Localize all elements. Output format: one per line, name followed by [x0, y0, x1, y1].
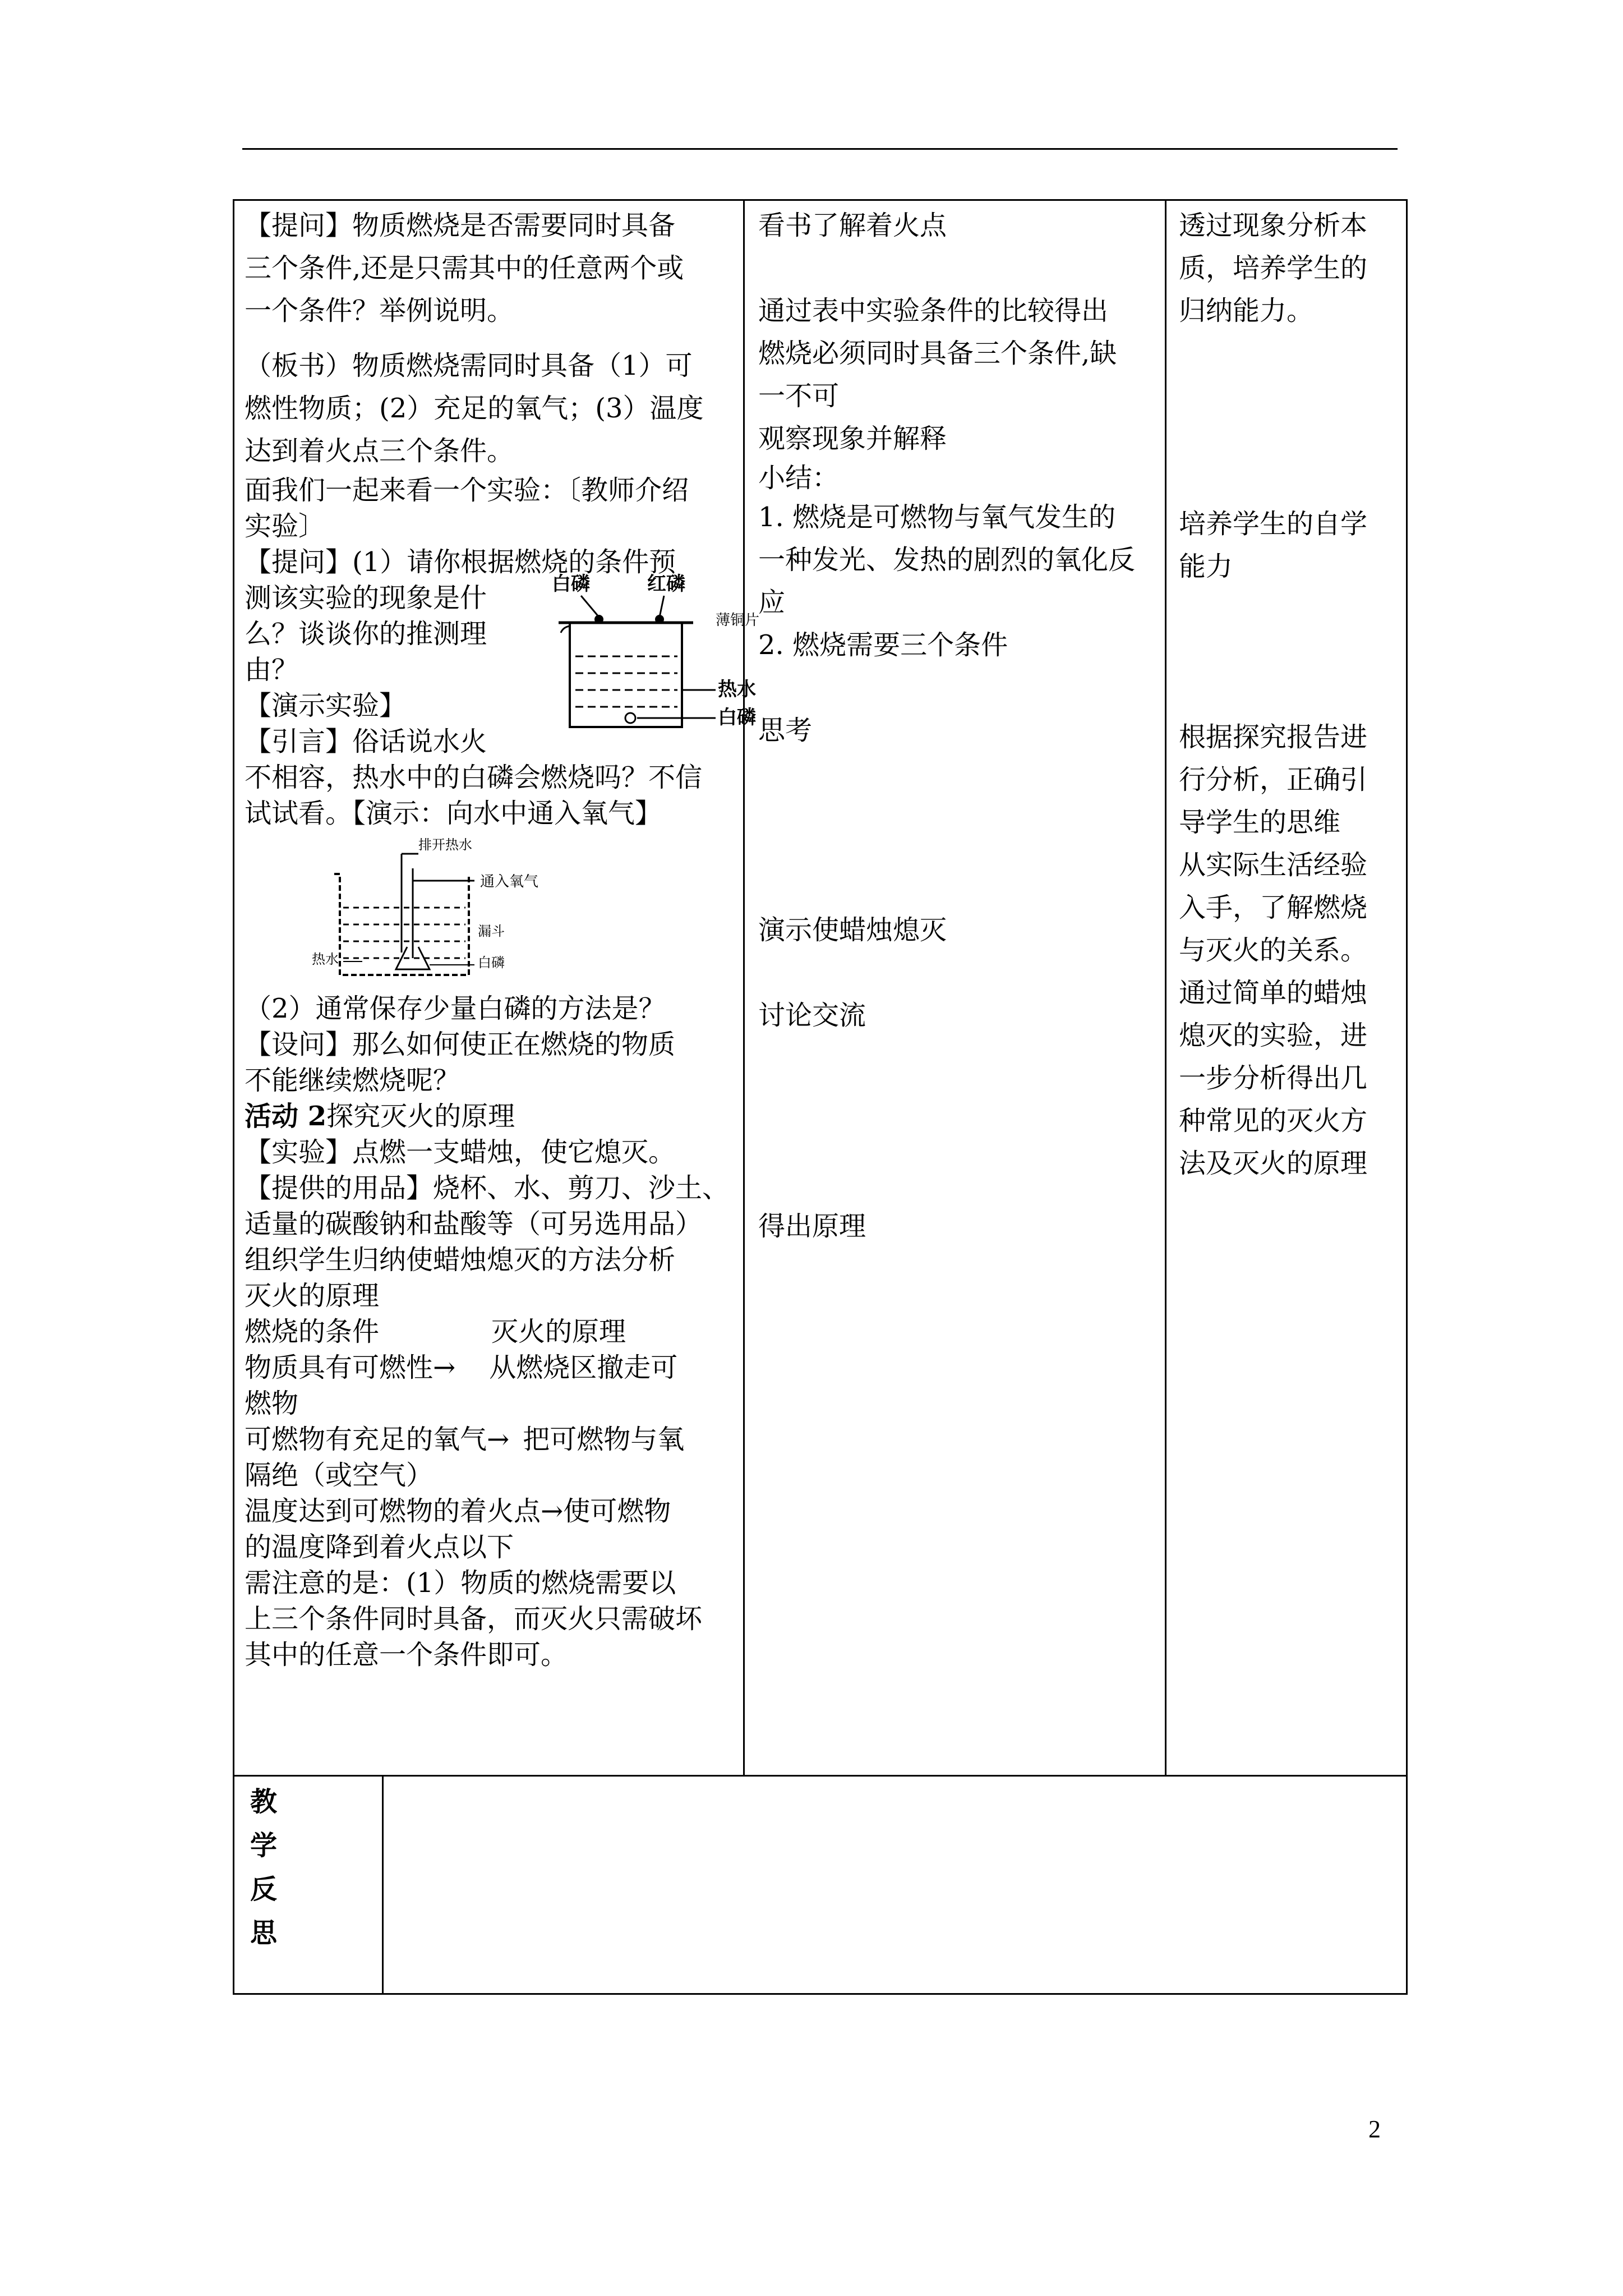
text-line: 根据探究报告进 — [1179, 721, 1368, 753]
text-line: 得出原理 — [758, 1211, 866, 1242]
text-line: 上三个条件同时具备，而灭火只需破坏 — [245, 1603, 703, 1635]
text-line: 入手，了解燃烧 — [1179, 892, 1368, 923]
reflection-content — [383, 1776, 1407, 1994]
text-line: 行分析，正确引 — [1179, 764, 1368, 795]
text-line: 测该实验的现象是什 — [245, 582, 487, 614]
text-line: 从燃烧区撤走可 — [489, 1352, 678, 1383]
label-white-phosphorus-bottom: 白磷 — [718, 706, 756, 729]
text-line: 可燃物有充足的氧气→ — [245, 1424, 510, 1455]
text-line: 燃物 — [245, 1388, 299, 1419]
text-line: 种常见的灭火方 — [1179, 1105, 1368, 1137]
text-line: 【提供的用品】烧杯、水、剪刀、沙土、 — [245, 1172, 730, 1204]
label-hot-water-2: 热水 — [312, 951, 339, 967]
comparison-row — [245, 1421, 739, 1457]
lesson-plan-table — [233, 199, 1408, 1995]
text-line: 演示使蜡烛熄灭 — [758, 914, 947, 946]
design-intent-cell — [1166, 200, 1407, 1776]
text-line: 导学生的思维 — [1179, 807, 1341, 838]
page-number: 2 — [1368, 2115, 1381, 2143]
text-line: 的温度降到着火点以下 — [245, 1531, 514, 1563]
text-line: 【实验】点燃一支蜡烛，使它熄灭。 — [245, 1137, 676, 1168]
text-line: 么？谈谈你的推测理 — [245, 618, 487, 650]
label-drain-water: 排开热水 — [418, 837, 472, 853]
text-line: 法及灭火的原理 — [1179, 1148, 1368, 1179]
text-line: 从实际生活经验 — [1179, 849, 1368, 881]
text-line: 【设问】那么如何使正在燃烧的物质 — [245, 1029, 676, 1060]
text-line: 【提问】物质燃烧是否需要同时具备 — [245, 210, 676, 241]
text-line: 灭火的原理 — [491, 1316, 626, 1347]
text-line: 【引言】俗话说水火 — [245, 726, 487, 757]
reflection-row — [234, 1776, 1407, 1994]
text-line: 灭火的原理 — [245, 1280, 380, 1312]
text-line: 归纳能力。 — [1179, 295, 1314, 326]
text-line: 物质具有可燃性→ — [245, 1352, 456, 1383]
text-line: 适量的碳酸钠和盐酸等（可另选用品） — [245, 1208, 703, 1240]
text-line: 【提问】(1）请你根据燃烧的条件预 — [245, 546, 676, 578]
text-line: 讨论交流 — [758, 1000, 866, 1031]
text-line: 熄灭的实验，进 — [1179, 1020, 1368, 1051]
text-line: 与灭火的关系。 — [1179, 935, 1368, 966]
student-activity-cell — [744, 200, 1166, 1776]
text-line: 一种发光、发热的剧烈的氧化反 — [758, 544, 1136, 576]
label-hot-water: 热水 — [718, 678, 756, 701]
text-line: 由？ — [245, 654, 299, 685]
reflection-char: 思 — [250, 1917, 278, 1949]
activity-2-title: 探究灭火的原理 — [326, 1101, 515, 1132]
text-line: 隔绝（或空气） — [245, 1460, 434, 1491]
text-line: 小结： — [758, 462, 840, 494]
text-line: 燃烧的条件 — [245, 1316, 380, 1347]
text-line: 达到着火点三个条件。 — [245, 435, 514, 467]
activity-2-label: 活动 2 — [245, 1101, 327, 1132]
header-rule — [242, 148, 1398, 150]
text-line: 思考 — [758, 715, 813, 746]
text-line: 不相容，热水中的白磷会燃烧吗？不信 — [245, 762, 703, 793]
teacher-activity-cell — [234, 200, 760, 1776]
oxygen-into-water-diagram — [312, 835, 671, 986]
text-line: 把可燃物与氧 — [523, 1424, 685, 1455]
text-line: 看书了解着火点 — [758, 210, 947, 241]
label-white-phosphorus-2: 白磷 — [478, 955, 505, 970]
text-line: 组织学生归纳使蜡烛熄灭的方法分析 — [245, 1244, 676, 1276]
comparison-header — [245, 1314, 739, 1350]
beaker-copper-plate-diagram — [547, 571, 794, 739]
text-line: 2. 燃烧需要三个条件 — [758, 629, 1008, 661]
text-line: 透过现象分析本 — [1179, 210, 1368, 241]
text-line: （板书）物质燃烧需同时具备（1）可 — [245, 350, 693, 381]
text-line — [245, 1098, 739, 1134]
text-line: 试试看。【演示：向水中通入氧气】 — [245, 798, 662, 829]
text-line: 能力 — [1179, 551, 1233, 582]
label-white-phosphorus-top: 白磷 — [552, 573, 590, 595]
text-line: 温度达到可燃物的着火点→使可燃物 — [245, 1496, 671, 1527]
reflection-char: 反 — [250, 1874, 278, 1905]
text-line: 面我们一起来看一个实验：〔教师介绍 — [245, 475, 689, 506]
label-copper-plate: 薄铜片 — [716, 612, 760, 629]
text-line: 应 — [758, 587, 786, 618]
text-line: 一不可 — [758, 380, 840, 412]
label-red-phosphorus: 红磷 — [647, 573, 685, 595]
text-line: 一个条件？举例说明。 — [245, 295, 514, 326]
text-line: 质，培养学生的 — [1179, 252, 1368, 284]
label-oxygen-in: 通入氧气 — [480, 873, 539, 890]
reflection-label — [234, 1776, 383, 1994]
comparison-row — [245, 1350, 739, 1386]
text-line: 其中的任意一个条件即可。 — [245, 1639, 568, 1671]
text-line: 通过表中实验条件的比较得出 — [758, 295, 1109, 326]
text-line: 不能继续燃烧呢？ — [245, 1065, 460, 1096]
text-line: 需注意的是：(1）物质的燃烧需要以 — [245, 1567, 676, 1599]
reflection-char: 学 — [250, 1830, 278, 1861]
main-row — [234, 200, 1407, 1776]
text-line: 通过简单的蜡烛 — [1179, 977, 1368, 1009]
text-line: 燃烧必须同时具备三个条件,缺 — [758, 338, 1117, 369]
label-funnel: 漏斗 — [478, 923, 505, 939]
text-line: 一步分析得出几 — [1179, 1062, 1368, 1094]
reflection-char: 教 — [250, 1786, 278, 1818]
text-line: 实验〕 — [245, 510, 326, 542]
text-line: 1. 燃烧是可燃物与氧气发生的 — [758, 501, 1116, 533]
text-line: 【演示实验】 — [245, 690, 407, 721]
text-line: 培养学生的自学 — [1179, 508, 1368, 540]
text-line: 观察现象并解释 — [758, 423, 947, 454]
text-line: 燃性物质；(2）充足的氧气；(3）温度 — [245, 393, 704, 424]
text-line: （2）通常保存少量白磷的方法是？ — [245, 993, 666, 1024]
text-line: 三个条件,还是只需其中的任意两个或 — [245, 252, 684, 284]
